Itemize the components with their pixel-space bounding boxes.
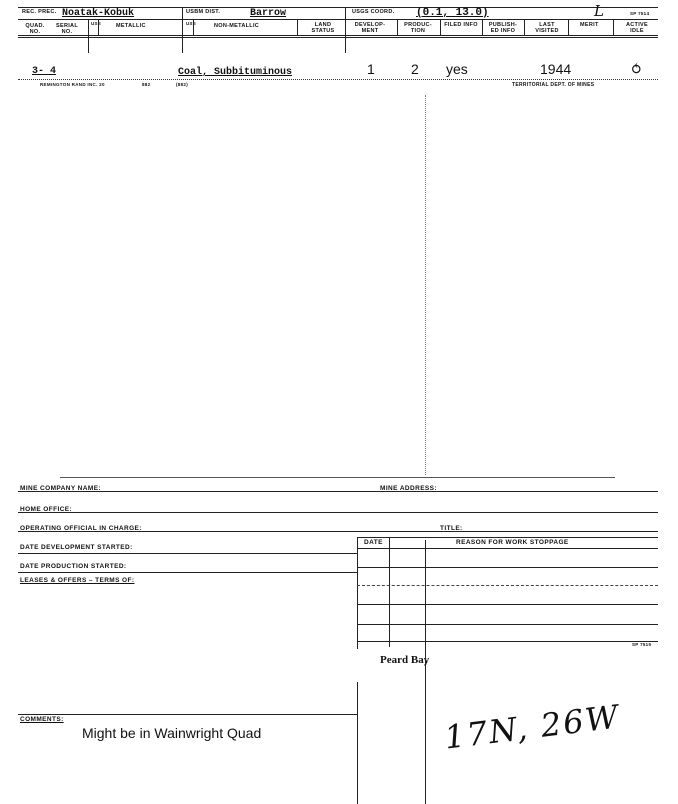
quad-serial-value: 3- 4 [32,66,57,77]
serial-no-label: SERIAL NO. [56,23,78,35]
use2-label: USE [186,21,197,26]
divider-col-1 [182,7,183,53]
territorial-dept: TERRITORIAL DEPT. OF MINES [512,82,595,88]
usgs-coord-label: USGS COORD. [352,9,395,15]
handwritten-township: 17N, 26W [442,697,623,757]
rec-prec-value: Noatak-Kobuk [62,8,135,19]
divider-filed [440,19,441,35]
date-dev-rule [18,553,357,554]
merit-label: MERIT [580,22,599,28]
land-status-label: LAND STATUS [311,22,335,34]
location-name: Peard Bay [380,654,430,666]
date-prod-label: DATE PRODUCTION STARTED: [20,563,127,570]
header-rule-3 [18,35,658,36]
production-label: PRODUC-TION [404,22,432,34]
published-info-label: PUBLISH-ED INFO [488,22,518,34]
lower-rule-2 [18,512,658,513]
usgs-coord-value: (0.1, 13.0) [416,7,489,19]
divider-serial [88,19,89,53]
date-dev-label: DATE DEVELOPMENT STARTED: [20,544,133,551]
divider-pub [482,19,483,35]
title-label: TITLE: [440,525,463,532]
printer-imprint: REMINGTON RAND INC. 20 [40,82,105,87]
code-2: (882) [176,82,189,87]
last-visited-label: LAST VISITED [535,22,559,34]
active-idle-label: ACTIVE IDLE [626,22,648,34]
form-number-bottom: SP 7515 [632,642,652,647]
usbm-dist-label: USBM DIST. [186,9,221,15]
stoppage-row-3 [357,604,658,605]
use-label: USE [91,21,102,26]
rec-prec-label: REC. PREC. [22,9,57,15]
metallic-label: METALLIC [116,23,146,29]
mine-address-label: MINE ADDRESS: [380,485,437,492]
form-number-top: SP 7514 [630,11,650,16]
comments-label: COMMENTS: [20,716,64,723]
stoppage-left-border [357,537,358,649]
stoppage-row-5 [357,641,658,642]
divider-land [297,19,298,35]
filed-info-label: FILED INFO [444,22,478,28]
divider-use [98,19,99,35]
coord-mark: L [594,2,604,20]
stoppage-date-divider [389,537,390,647]
quad-no-label: QUAD. NO. [25,23,45,35]
last-visited-value: 1944 [540,61,572,77]
divider-prod [397,19,398,35]
header-rule-2 [18,19,658,20]
reason-label: REASON FOR WORK STOPPAGE [456,539,569,546]
divider-col-2 [345,7,346,53]
divider-use2 [193,19,194,35]
comments-right-border [357,682,358,804]
non-metallic-value: Coal, Subbituminous [178,67,293,78]
comments-text: Might be in Wainwright Quad [82,725,262,741]
development-label: DEVELOP-MENT [354,22,386,34]
lower-rule-1 [18,491,658,492]
stoppage-row-2 [357,585,658,586]
divider-last [524,19,525,35]
production-value: 2 [411,61,419,77]
code-1: 882 [142,82,151,87]
stoppage-top-rule [357,537,658,538]
development-value: 1 [367,61,375,77]
center-vertical-line [425,540,426,804]
data-row-rule [18,79,658,80]
stoppage-row-4 [357,624,658,625]
active-idle-mark: ⥀ [630,60,643,78]
header-rule-3b [18,37,658,38]
mine-company-label: MINE COMPANY NAME: [20,485,101,492]
divider-active [613,19,614,35]
date-prod-rule [18,572,357,573]
stoppage-row-1 [357,567,658,568]
non-metallic-label: NON-METALLIC [214,23,260,29]
divider-merit [568,19,569,35]
lower-top-rule [60,477,615,478]
stoppage-header-rule [357,548,658,549]
usbm-dist-value: Barrow [250,8,287,19]
leases-label: LEASES & OFFERS – TERMS OF: [20,577,135,584]
comments-rule [18,714,357,715]
home-office-label: HOME OFFICE: [20,506,73,513]
date-label: DATE [364,539,383,546]
center-dotted-line [425,95,426,475]
filed-info-value: yes [446,61,468,77]
operating-official-label: OPERATING OFFICIAL IN CHARGE: [20,525,142,532]
